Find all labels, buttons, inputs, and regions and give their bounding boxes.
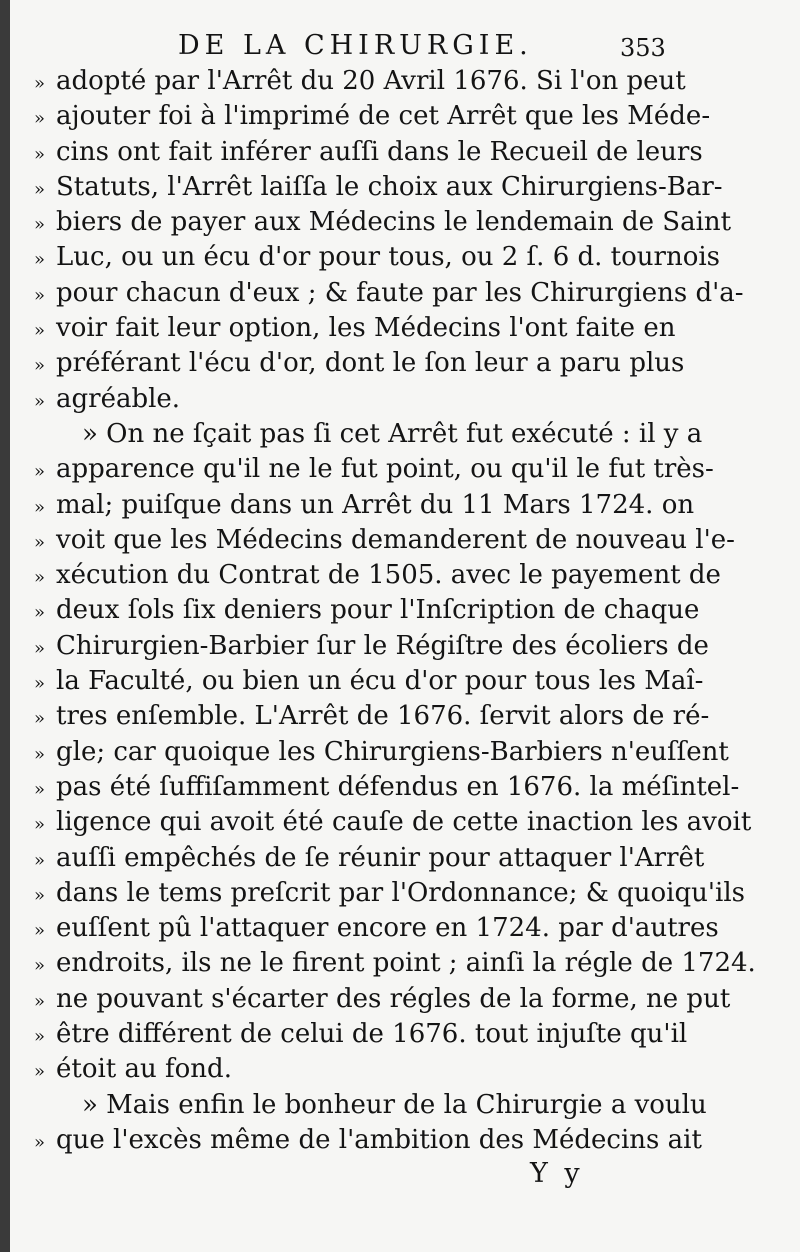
- line-text: voit que les Médecins demanderent de nouveau l'e-: [56, 524, 735, 555]
- text-line: [34, 135, 703, 170]
- quote-mark: »: [34, 390, 46, 412]
- quote-mark: »: [34, 284, 46, 306]
- quote-mark: »: [34, 708, 46, 730]
- quote-mark: »: [34, 778, 46, 800]
- running-title: DE LA CHIRURGIE.: [178, 30, 533, 61]
- text-line: [34, 64, 686, 99]
- line-text: Luc, ou un écu d'or pour tous, ou 2 ſ. 6 d. tournois: [56, 242, 721, 273]
- quote-mark: »: [34, 73, 46, 94]
- text-line: [34, 770, 740, 805]
- quote-mark: »: [34, 567, 46, 589]
- line-text: apparence qu'il ne le fut point, ou qu'il le fut très-: [56, 454, 714, 485]
- text-line: [34, 841, 705, 876]
- quote-mark: »: [34, 320, 46, 342]
- body-text: [34, 64, 756, 1158]
- page-number: 353: [620, 34, 666, 62]
- line-text: agréable.: [56, 383, 181, 414]
- page-header: [0, 24, 800, 64]
- line-text: que l'excès même de l'ambition des Médecins ait: [56, 1124, 702, 1155]
- text-line: [34, 240, 721, 275]
- line-text: mal; puiſque dans un Arrêt du 11 Mars 1724. on: [56, 489, 695, 520]
- quote-mark: »: [34, 920, 46, 942]
- line-text: endroits, ils ne le firent point ; ainſi la régle de 1724.: [56, 948, 756, 979]
- text-line: [34, 346, 685, 381]
- quote-mark: »: [34, 1061, 46, 1083]
- text-line: [34, 170, 723, 205]
- quote-mark: »: [34, 108, 46, 130]
- page-gutter-shadow: [0, 0, 10, 1252]
- text-line: [34, 735, 729, 770]
- text-line: [34, 805, 752, 840]
- line-text: être différent de celui de 1676. tout injuſte qu'il: [56, 1019, 688, 1050]
- quote-mark: »: [34, 814, 46, 836]
- text-line: [34, 488, 695, 523]
- line-text: deux ſols ſix deniers pour l'Inſcription de chaque: [56, 595, 700, 626]
- text-line: [34, 946, 756, 981]
- text-line: [34, 699, 710, 734]
- text-line: [34, 629, 709, 664]
- line-text: pour chacun d'eux ; & faute par les Chirurgiens d'a-: [56, 277, 744, 308]
- quote-mark: »: [34, 1131, 46, 1153]
- quote-mark: »: [34, 531, 46, 553]
- line-text: » On ne ſçait pas ſi cet Arrêt fut exécuté : il y a: [82, 418, 703, 449]
- text-line: [34, 523, 735, 558]
- quote-mark: »: [34, 143, 46, 165]
- quote-mark: »: [34, 955, 46, 977]
- quote-mark: »: [34, 355, 46, 377]
- text-line: [34, 558, 721, 593]
- line-text: pas été ſuffiſamment défendus en 1676. la méſintel-: [56, 771, 740, 802]
- text-line: [34, 911, 719, 946]
- quote-mark: »: [34, 496, 46, 518]
- quote-mark: »: [34, 673, 46, 695]
- quote-mark: »: [34, 884, 46, 906]
- quote-mark: »: [34, 1026, 46, 1048]
- text-line: [34, 417, 703, 452]
- text-line: [34, 876, 745, 911]
- text-line: [34, 593, 700, 628]
- line-text: ligence qui avoit été cauſe de cette inaction les avoit: [56, 807, 752, 838]
- text-line: [34, 1123, 702, 1158]
- quote-mark: »: [34, 178, 46, 200]
- text-line: [34, 664, 704, 699]
- line-text: tres enſemble. L'Arrêt de 1676. ſervit alors de ré-: [56, 701, 710, 732]
- line-text: auſſi empêchés de ſe réunir pour attaquer l'Arrêt: [56, 842, 705, 873]
- text-line: [34, 982, 731, 1017]
- quote-mark: »: [34, 214, 46, 236]
- text-line: [34, 1052, 674, 1087]
- quote-mark: »: [34, 849, 46, 871]
- line-text: ajouter foi à l'imprimé de cet Arrêt que les Méde-: [56, 101, 711, 132]
- text-line: [34, 1088, 707, 1123]
- line-text: Chirurgien-Barbier ſur le Régiſtre des écoliers de: [56, 630, 709, 661]
- catchword: Y y: [530, 1158, 584, 1189]
- text-line: [34, 99, 711, 134]
- line-text: dans le tems preſcrit par l'Ordonnance; & quoiqu'ils: [56, 877, 745, 908]
- text-line: [34, 205, 732, 240]
- text-line: [34, 311, 674, 346]
- quote-mark: »: [34, 743, 46, 765]
- line-text: euſſent pû l'attaquer encore en 1724. par d'autres: [56, 913, 719, 944]
- line-text: préférant l'écu d'or, dont le ſon leur a paru plus: [56, 348, 685, 379]
- quote-mark: »: [34, 637, 46, 659]
- text-line: [34, 382, 674, 417]
- quote-mark: »: [34, 249, 46, 271]
- line-text: étoit au fond.: [56, 1054, 232, 1085]
- quote-mark: »: [34, 461, 46, 483]
- line-text: ne pouvant s'écarter des régles de la forme, ne put: [56, 983, 731, 1014]
- quote-mark: »: [34, 602, 46, 624]
- line-text: adopté par l'Arrêt du 20 Avril 1676. Si l'on peut: [56, 66, 686, 96]
- text-line: [34, 276, 744, 311]
- line-text: la Faculté, ou bien un écu d'or pour tous les Maî-: [56, 666, 704, 697]
- quote-mark: »: [34, 990, 46, 1012]
- line-text: cins ont fait inférer auſſi dans le Recueil de leurs: [56, 136, 703, 167]
- line-text: » Mais enfin le bonheur de la Chirurgie a voulu: [82, 1089, 707, 1120]
- line-text: gle; car quoique les Chirurgiens-Barbiers n'euſſent: [56, 736, 729, 767]
- text-line: [34, 1017, 688, 1052]
- line-text: xécution du Contrat de 1505. avec le payement de: [56, 560, 721, 591]
- line-text: Statuts, l'Arrêt laiſſa le choix aux Chirurgiens-Bar-: [56, 171, 723, 202]
- text-line: [34, 452, 714, 487]
- line-text: biers de payer aux Médecins le lendemain de Saint: [56, 207, 732, 238]
- line-text: voir fait leur option, les Médecins l'ont faite en: [56, 313, 676, 344]
